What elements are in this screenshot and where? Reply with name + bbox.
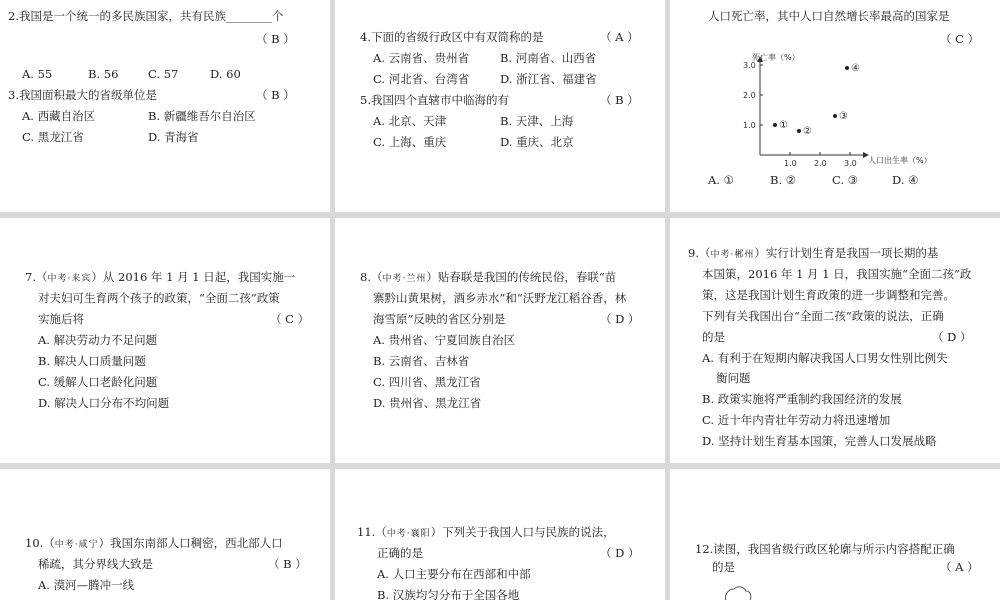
q6-option-c: C. ③ (832, 173, 859, 187)
scatter-point-label-2: ② (803, 126, 812, 137)
q9-stem-line3: 策，这是我国计划生育政策的进一步调整和完善。 (702, 288, 955, 302)
province-outline-image (720, 583, 760, 600)
q9-option-d: D. 坚持计划生育基本国策，完善人口发展战略 (702, 434, 937, 448)
q10-stem-line2: 稀疏，其分界线大致是 (38, 557, 153, 571)
q7-option-a: A. 解决劳动力不足问题 (38, 333, 158, 347)
q6-option-a: A. ① (708, 173, 734, 187)
q7-stem-line1 (25, 270, 295, 286)
q7-option-d: D. 解决人口分布不均问题 (38, 396, 170, 410)
q5-option-a: A. 北京、天津 (373, 114, 447, 128)
q11-stem: ）下列关于我国人口与民族的说法， (430, 525, 615, 539)
q8-option-a: A. 贵州省、宁夏回族自治区 (373, 333, 516, 347)
x-tick-label: 3.0 (844, 159, 857, 168)
q4-option-d: D. 浙江省、福建省 (500, 72, 597, 86)
q11-stem-line2: 正确的是 (377, 546, 423, 560)
q8-option-c: C. 四川省、黑龙江省 (373, 375, 481, 389)
scatter-point-label-3: ③ (839, 111, 848, 122)
card-q10 (0, 469, 330, 600)
card-q2-q3 (0, 0, 330, 212)
q7-source-tag: 中考·来宾 (47, 274, 92, 284)
scatter-point-4 (845, 66, 849, 70)
card-q12 (670, 469, 1000, 600)
q10-stem: ）我国东南部人口稠密，西北部人口 (98, 536, 283, 550)
q11-number: 11.（ (357, 525, 387, 539)
q3-stem: 3.我国面积最大的省级单位是 (8, 88, 157, 102)
q9-stem-line4: 下列有关我国出台“全面二孩”政策的说法，正确 (702, 309, 944, 323)
q9-option-b: B. 政策实施将严重制约我国经济的发展 (702, 392, 902, 406)
q7-option-b: B. 解决人口质量问题 (38, 354, 146, 368)
q9-stem-line1 (688, 246, 938, 262)
q8-source-tag: 中考·兰州 (382, 274, 427, 284)
y-tick-label: 2.0 (743, 91, 756, 100)
q3-option-c: C. 黑龙江省 (22, 130, 84, 144)
scatter-point-3 (833, 114, 837, 118)
x-tick-label: 1.0 (784, 159, 797, 168)
x-tick-label: 2.0 (814, 159, 827, 168)
q12-stem-line2: 的是 (712, 560, 735, 574)
q4-option-b: B. 河南省、山西省 (500, 51, 597, 65)
y-tick-label: 3.0 (743, 61, 756, 70)
scatter-point-2 (797, 129, 801, 133)
q4-stem: 4.下面的省级行政区中有双简称的是 (360, 30, 544, 44)
q3-answer: （ B ） (256, 88, 295, 102)
q5-stem: 5.我国四个直辖市中临海的有 (360, 93, 509, 107)
q9-option-a: A. 有利于在短期内解决我国人口男女性别比例失 (702, 351, 948, 365)
scatter-point-label-4: ④ (851, 63, 860, 74)
q8-stem-line1 (360, 270, 616, 286)
q7-stem: ）从 2016 年 1 月 1 日起，我国实施一 (91, 270, 296, 284)
q2-option-d: D. 60 (210, 67, 241, 81)
q11-source-tag: 中考·襄阳 (386, 529, 431, 539)
q11-answer: （ D ） (600, 546, 640, 560)
q11-option-b: B. 汉族均匀分布于全国各地 (377, 588, 520, 600)
q8-stem-line2: 寨黔山黄果树，酒乡赤水”和“沃野龙江稻谷香，林 (373, 291, 627, 305)
q9-number: 9.（ (688, 246, 711, 260)
q2-option-a: A. 55 (22, 67, 53, 81)
q5-answer: （ B ） (600, 93, 639, 107)
scatter-point-1 (773, 123, 777, 127)
q10-option-a: A. 漠河—腾冲一线 (38, 578, 135, 592)
q7-stem-line2: 对夫妇可生育两个孩子的政策，“全面二孩”政策 (38, 291, 280, 305)
y-axis-label: 死亡率（%） (752, 53, 800, 62)
q2-option-c: C. 57 (148, 67, 179, 81)
q12-answer: （ A ） (940, 560, 979, 574)
q6-stem-tail: 人口死亡率，其中人口自然增长率最高的国家是 (708, 9, 950, 23)
q8-number: 8.（ (360, 270, 383, 284)
q5-option-b: B. 天津、上海 (500, 114, 574, 128)
q7-number: 7.（ (25, 270, 48, 284)
card-q6 (670, 0, 1000, 212)
q8-option-b: B. 云南省、吉林省 (373, 354, 470, 368)
q6-option-d: D. ④ (892, 173, 919, 187)
q8-stem-line3: 海雪原”反映的省区分别是 (373, 312, 506, 326)
scatter-chart (670, 45, 1000, 170)
q7-answer: （ C ） (270, 312, 310, 326)
q12-stem-line1: 12.读图，我国省级行政区轮廓与所示内容搭配正确 (695, 542, 955, 556)
q9-stem-line2: 本国策，2016 年 1 月 1 日，我国实施“全面二孩”政 (702, 267, 972, 281)
card-q11 (335, 469, 665, 600)
q2-stem: 2.我国是一个统一的多民族国家，共有民族________个 (8, 9, 284, 23)
q3-option-a: A. 西藏自治区 (22, 109, 96, 123)
card-q4-q5 (335, 0, 665, 212)
y-tick-label: 1.0 (743, 121, 756, 130)
card-q9 (670, 218, 1000, 463)
q9-option-c: C. 近十年内青壮年劳动力将迅速增加 (702, 413, 891, 427)
q9-source-tag: 中考·郴州 (710, 250, 755, 260)
q7-stem-line3: 实施后将 (38, 312, 84, 326)
q3-option-d: D. 青海省 (148, 130, 199, 144)
q11-option-a: A. 人口主要分布在西部和中部 (377, 567, 531, 581)
q8-stem: ）贴春联是我国的传统民俗，春联“苗 (426, 270, 617, 284)
q6-option-b: B. ② (770, 173, 797, 187)
q4-option-c: C. 河北省、台湾省 (373, 72, 470, 86)
q10-number: 10.（ (25, 536, 55, 550)
q9-option-a-cont: 衡问题 (716, 371, 751, 385)
q8-answer: （ D ） (600, 312, 640, 326)
q6-answer: （ C ） (940, 32, 980, 46)
q4-answer: （ A ） (600, 30, 639, 44)
q10-answer: （ B ） (268, 557, 307, 571)
q10-stem-line1 (25, 536, 283, 552)
q2-answer: （ B ） (256, 32, 295, 46)
q8-option-d: D. 贵州省、黑龙江省 (373, 396, 482, 410)
q9-stem-line5: 的是 (702, 330, 725, 344)
q2-option-b: B. 56 (88, 67, 119, 81)
q10-source-tag: 中考·咸宁 (54, 540, 99, 550)
x-axis-label: 人口出生率（%） (868, 156, 932, 165)
q9-answer: （ D ） (932, 330, 972, 344)
card-q7 (0, 218, 330, 463)
q9-stem: ）实行计划生育是我国一项长期的基 (754, 246, 939, 260)
card-q8 (335, 218, 665, 463)
q4-option-a: A. 云南省、贵州省 (373, 51, 470, 65)
q11-stem-line1 (357, 525, 615, 541)
q3-option-b: B. 新疆维吾尔自治区 (148, 109, 256, 123)
q7-option-c: C. 缓解人口老龄化问题 (38, 375, 158, 389)
scatter-point-label-1: ① (779, 120, 788, 131)
q5-option-d: D. 重庆、北京 (500, 135, 574, 149)
q5-option-c: C. 上海、重庆 (373, 135, 447, 149)
